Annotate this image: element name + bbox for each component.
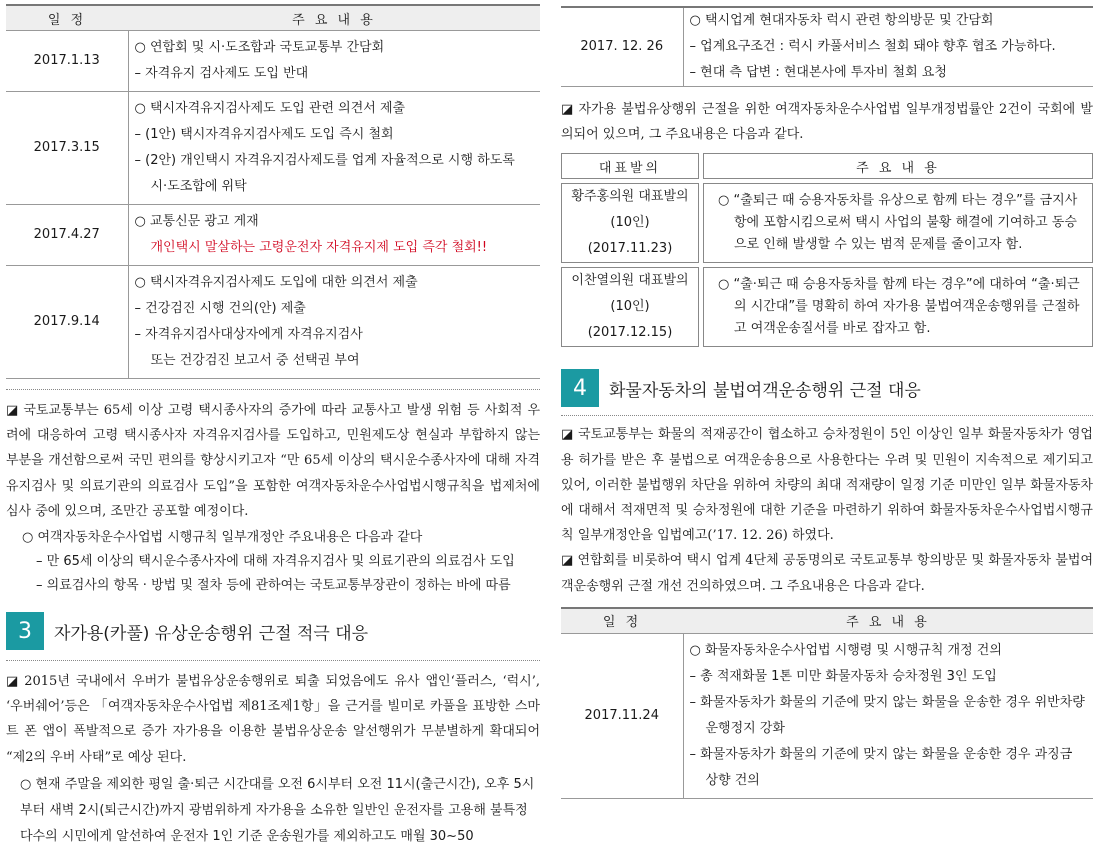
content-line: 시·도조합에 위탁 [150,179,247,194]
left-column [6,0,540,850]
col-header-content: 주 요 내 용 [703,153,1093,179]
content-line: – 현대 측 답변 : 현대본사에 투자비 철회 요청 [689,65,947,80]
sponsor-line: (2017.11.23) [587,241,673,257]
row-content [128,266,540,379]
content-line: – 자격유지 검사제도 도입 반대 [134,66,309,81]
bullet-list [6,526,540,598]
sponsor-cell [561,267,699,347]
row-content [683,7,1093,87]
col-header-sponsor: 대표발의 [561,153,699,179]
bullet-item: ○ 여객자동차운수사업법 시행규칙 일부개정안 주요내용은 다음과 같다 [22,530,423,546]
row-date: 2017.4.27 [6,205,128,266]
content-line: – 총 적재화물 1톤 미만 화물자동차 승차정원 3인 도입 [689,668,997,684]
content-line: – 건강검진 시행 건의(안) 제출 [134,301,306,316]
content-line: – (2안) 개인택시 자격유지검사제도를 업계 자율적으로 시행 하도록 [134,153,515,168]
paragraph-commute-hours: ○ 현재 주말을 제외한 평일 출·퇴근 시간대를 오전 6시부터 오전 11시(출근시간), 오후 5시부터 새벽 2시(퇴근시간)까지 광범위하게 자가용을 소유한 일반인 운전자를 고용해 불특정 다수의 시민에게 알선하여 운전자 1인 기준 운송원가를 제외하고도 매월 30~50 [20,776,535,844]
bills-table [557,149,1094,351]
content-line: ○ 택시자격유지검사제도 도입에 대한 의견서 제출 [134,275,418,290]
schedule-table-2 [561,6,1093,87]
schedule-table-1 [6,4,540,379]
content-line: – 화물자동차가 화물의 기준에 맞지 않는 화물을 운송한 경우 과징금 [689,746,1073,762]
table-row [6,92,540,205]
row-content [128,31,540,92]
sponsor-line: (2017.12.15) [587,325,673,341]
sponsor-cell [561,183,699,263]
sponsor-line: 황주홍의원 대표발의 [571,189,689,205]
row-content [128,205,540,266]
content-line: 운행정지 강화 [705,720,785,736]
row-date: 2017. 12. 26 [561,7,683,87]
sponsor-line: (10인) [610,215,650,231]
section-title: 화물자동차의 불법여객운송행위 근절 대응 [609,380,921,401]
section-heading-3 [6,612,540,650]
content-line: – 자격유지검사대상자에게 자격유지검사 [134,327,363,342]
section-number: 4 [561,369,599,407]
content-line: ○ 택시자격유지검사제도 도입 관련 의견서 제출 [134,101,406,116]
bill-content-cell [703,183,1093,263]
table-row [561,183,1093,263]
col-header-date: 일 정 [6,5,128,31]
col-header-content: 주 요 내 용 [128,5,540,31]
schedule-table-3 [561,607,1093,799]
content-line: ○ 연합회 및 시·도조합과 국토교통부 간담회 [134,40,385,55]
table-row [6,266,540,379]
bill-content-cell [703,267,1093,347]
content-line: ○ 화물자동차운수사업법 시행령 및 시행규칙 개정 건의 [689,642,1002,658]
row-date: 2017.3.15 [6,92,128,205]
sponsor-line: 이찬열의원 대표발의 [571,273,689,289]
paragraph-bills: ◪ 자가용 불법유상행위 근절을 위한 여객자동차운수사업법 일부개정법률안 2건이 국회에 발의되어 있으며, 그 주요내용은 다음과 같다. [561,102,1093,143]
row-content [128,92,540,205]
section-title: 자가용(카풀) 유상운송행위 근절 적극 대응 [54,623,369,644]
row-content [683,633,1093,798]
bullet-item: – 의료검사의 항목 · 방법 및 절차 등에 관하여는 국토교통부장관이 정하는 바에 따름 [36,578,511,594]
table-row [6,205,540,266]
row-date: 2017.1.13 [6,31,128,92]
row-date: 2017.11.24 [561,633,683,798]
content-line: 개인택시 말살하는 고령운전자 자격유지제 도입 즉각 철회!! [150,240,488,255]
content-line: 또는 건강검진 보고서 중 선택권 부여 [150,353,360,368]
content-line: – (1안) 택시자격유지검사제도 도입 즉시 철회 [134,127,394,142]
bill-content: ○ “출퇴근 때 승용자동차를 유상으로 함께 타는 경우”를 금지사항에 포함시킴으로써 택시 사업의 불황 해결에 기여하고 동승으로 인해 발생할 수 있는 범적 문제를 줄이고자 함. [718,193,1078,253]
bill-content: ○ “출·퇴근 때 승용자동차를 함께 타는 경우”에 대하여 “출·퇴근의 시간대”를 명확히 하여 자가용 불법여객운송행위를 근절하고 여객운송질서를 바로 잡자고 함. [718,277,1080,337]
table-row [6,31,540,92]
paragraph-uber: ◪ 2015년 국내에서 우버가 불법유상운송행위로 퇴출 되었음에도 유사 앱인‘플러스, ‘럭시’, ‘우버쉐어’등은 「여객자동차운수사업법 제81조제1항」을 근거를 빌미로 카풀을 표방한 스마트 폰 앱이 폭발적으로 증가 자가용을 이용한 불법유상운송 알선행위가 무분별하게 확대되어 “제2의 우버 사태”로 예상 된다. [6,674,540,765]
content-line: – 업계요구조건 : 럭시 카풀서비스 철회 돼야 향후 협조 가능하다. [689,39,1056,54]
content-line: ○ 택시업계 현대자동차 럭시 관련 항의방문 및 간담회 [689,13,994,28]
table-row [561,633,1093,798]
content-line: ○ 교통신문 광고 게재 [134,214,259,229]
right-column [561,0,1093,799]
paragraph-association: ◪ 연합회를 비롯하여 택시 업계 4단체 공동명의로 국토교통부 항의방문 및 화물자동차 불법여객운송행위 근절 개선 건의하였으며. 그 주요내용은 다음과 같다. [561,553,1093,594]
table-row [561,267,1093,347]
paragraph-freight: ◪ 국토교통부는 화물의 적재공간이 협소하고 승차정원이 5인 이상인 일부 화물자동차가 영업용 허가를 받은 후 불법으로 여객운송용으로 사용한다는 우려 및 민원이 지속적으로 제기되고 있어, 이러한 불법행위 차단을 위하여 차량의 최대 적재량이 일정 기준 미만인 일부 화물자동차에 대해서 적재면적 및 승차정원에 대한 기준을 마련하기 위하여 화물자동차운수사업법시행규칙 일부개정안을 입법예고(’17. 12. 26) 하였다. [561,427,1093,544]
table-row [561,7,1093,87]
row-date: 2017.9.14 [6,266,128,379]
paragraph-elderly-drivers: ◪ 국토교통부는 65세 이상 고령 택시종사자의 증가에 따라 교통사고 발생 위험 등 사회적 우려에 대응하여 고령 택시종사자 자격유지검사를 도입하고, 민원제도상 현실과 부합하지 않는 부분을 개선함으로써 국민 편의를 향상시키고자 “만 65세 이상의 택시운수종사자에 대해 자격유지검사 및 의료기관의 의료검사 도입”을 포함한 여객자동차운수사업법시행규칙을 법제처에 심사 중에 있으며, 조만간 공포할 예정이다. [6,403,540,519]
section-heading-4 [561,369,1093,407]
sponsor-line: (10인) [610,299,650,315]
bullet-item: – 만 65세 이상의 택시운수종사자에 대해 자격유지검사 및 의료기관의 의료검사 도입 [36,554,515,570]
content-line: – 화물자동차가 화물의 기준에 맞지 않는 화물을 운송한 경우 위반차량 [689,694,1085,710]
content-line: 상향 건의 [705,772,760,788]
section-number: 3 [6,612,44,650]
col-header-content: 주 요 내 용 [683,608,1093,634]
col-header-date: 일 정 [561,608,683,634]
